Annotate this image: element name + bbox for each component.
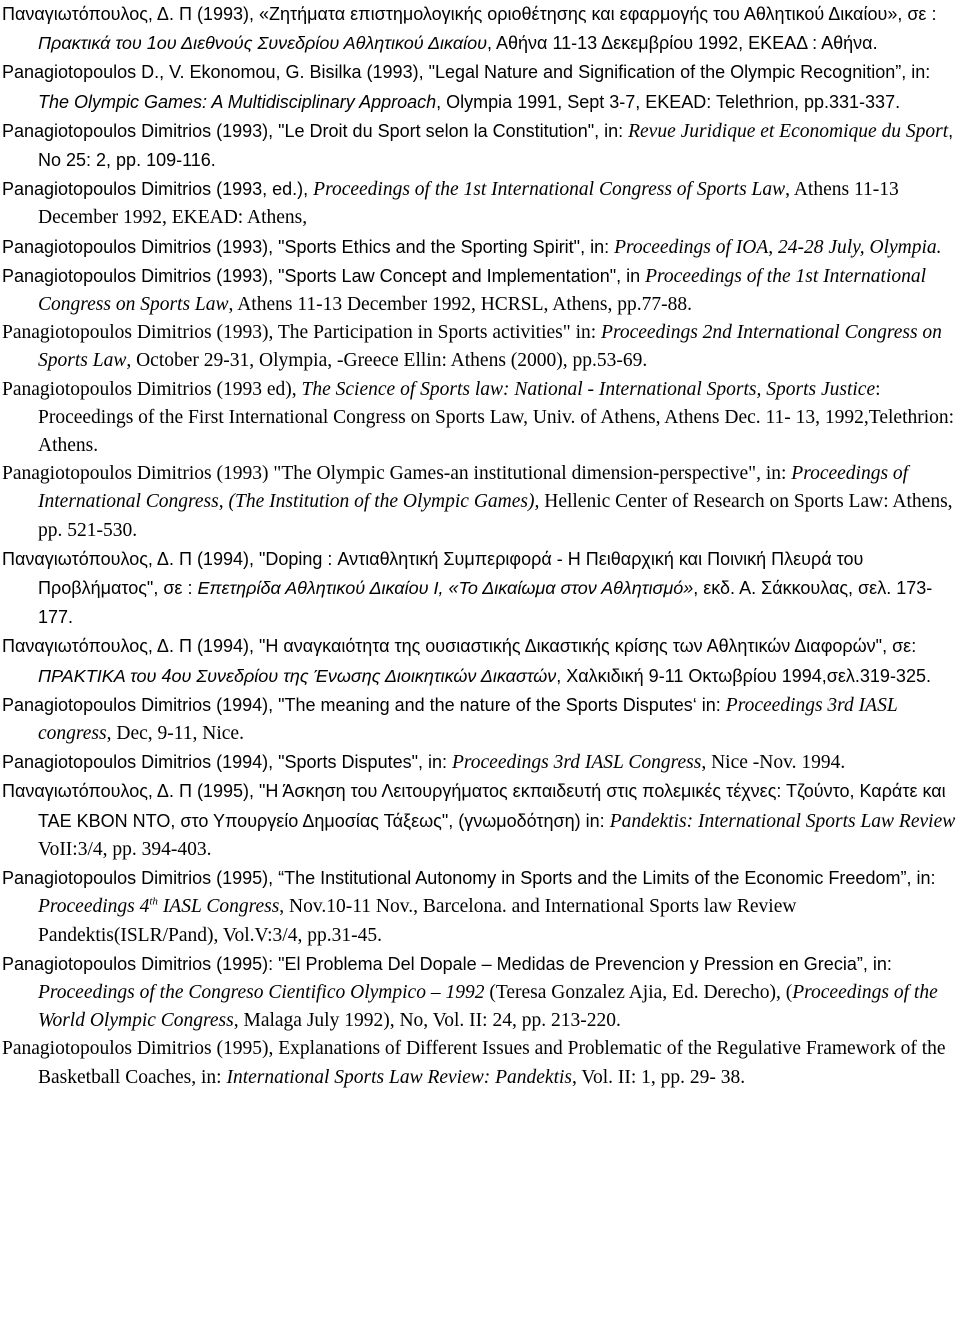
reference-text-segment: Πρακτικά του 1ου Διεθνούς Συνεδρίου Αθλητικού Δικαίου <box>38 33 487 54</box>
reference-text-segment: Επετηρίδα Αθλητικού Δικαίου Ι, «Το Δικαίωμα στον Αθλητισμό» <box>197 578 694 599</box>
reference-text-segment: Panagiotopoulos Dimitrios (1994), "The meaning and the nature of the Sports Disputes‘ in: <box>2 694 726 715</box>
reference-text-segment: , No 25: 2, pp. 109-116. <box>38 120 954 171</box>
reference-text-segment: Panagiotopoulos D., V. Ekonomou, G. Bisilka (1993), "Legal Nature and Signification of the Olympic Recognition”, in: <box>2 62 931 83</box>
reference-text-segment: Proceedings of the 1st International Congress on Sports Law <box>38 265 927 316</box>
reference-text-segment: Παναγιωτόπουλος, Δ. Π (1993), «Ζητήματα επιστημολογικής οριοθέτησης και εφαρμογής του Αθλητικού Δικαίου», σε : <box>2 4 937 24</box>
reference-text-segment: The Olympic Games: A Multidisciplinary Approach <box>38 91 437 112</box>
reference-text-segment: Panagiotopoulos Dimitrios (1993) "The Olympic Games-an institutional dimension-perspective", in: <box>2 463 792 485</box>
reference-text-segment: Παναγιωτόπουλος, Δ. Π (1994), "Doping : Αντιαθλητική Συμπεριφορά - Η Πειθαρχική και Ποινική Πλευρά του Προβλήματος", σε : <box>2 548 864 599</box>
reference-text-segment: Proceedings of the World Olympic Congress <box>38 981 938 1032</box>
reference-text-segment: Παναγιωτόπουλος, Δ. Π (1995), "Η Άσκηση του Λειτουργήματος εκπαιδευτή στις πολεμικές τέχνες: Τζούντο, Καράτε και ΤΑΕ ΚΒΟΝ ΝΤΟ, στο Υπουργείο Δημοσίας Τάξεως", (γνωμοδότηση) in: <box>2 781 946 831</box>
reference-text-segment: (Teresa Gonzalez Ajia, Ed. Derecho), ( <box>484 981 793 1003</box>
reference-text-segment: Panagiotopoulos Dimitrios (1994), "Sports Disputes", in: <box>2 752 452 773</box>
reference-entry <box>2 0 956 58</box>
reference-text-segment: The Science of Sports law: National - International Sports, Sports Justice <box>301 378 876 400</box>
reference-text-segment: Panagiotopoulos Dimitrios (1993, ed.), <box>2 179 314 200</box>
reference-text-segment: , Vol. II: 1, pp. 29- 38. <box>572 1066 746 1088</box>
reference-text-segment: Panagiotopoulos Dimitrios (1993), "Sports Law Concept and Implementation", in <box>2 265 646 286</box>
reference-text-segment: , Χαλκιδική 9-11 Οκτωβρίου 1994,σελ.319-325. <box>556 665 931 686</box>
reference-text-segment: ΠΡΑΚΤΙΚΑ του 4ου Συνεδρίου της Ένωσης Διοικητικών Δικαστών <box>38 665 557 686</box>
reference-text-segment: Panagiotopoulos Dimitrios (1995), Explanations of Different Issues and Problematic of the Regulative Framework of the Basketball Coaches, in: <box>2 1038 946 1088</box>
reference-text-segment: , Olympia 1991, Sept 3-7, EKEAD: Telethrion, pp.331-337. <box>436 91 901 112</box>
reference-text-segment: Proceedings of IOA, 24-28 July, Olympia. <box>614 236 942 258</box>
reference-text-segment: Revue Juridique et Economique du Sport <box>628 120 949 142</box>
reference-entry <box>2 632 956 690</box>
reference-text-segment: Panagiotopoulos Dimitrios (1993), "Le Droit du Sport selon la Constitution", in: <box>2 120 629 141</box>
reference-text-segment: , Athens 11-13 December 1992, EKEAD: Athens, <box>38 179 899 229</box>
reference-text-segment: Panagiotopoulos Dimitrios (1993), "Sports Ethics and the Sporting Spirit", in: <box>2 236 615 257</box>
reference-text-segment: Proceedings 2nd International Congress on Sports Law <box>38 322 942 372</box>
reference-text-segment: Panagiotopoulos Dimitrios (1993), The Participation in Sports activities" in: <box>2 322 602 344</box>
reference-text-segment: Proceedings of the Congreso Cientifico Olympico – 1992 <box>38 981 485 1003</box>
reference-text-segment: : Proceedings of the First International Congress on Sports Law, Univ. of Athens, Athens Dec. 11- 13, 1992,Telethrion: Athens. <box>38 378 955 457</box>
reference-entry <box>2 233 956 262</box>
reference-entry <box>2 262 956 319</box>
reference-entry <box>2 545 956 633</box>
reference-entry <box>2 175 956 232</box>
reference-text-segment: Proceedings 4 <box>38 896 150 918</box>
reference-text-segment: International Sports Law Review: Pandektis <box>226 1066 573 1088</box>
reference-entry <box>2 748 956 777</box>
reference-entry <box>2 777 956 864</box>
reference-entry <box>2 58 956 116</box>
reference-text-segment: Proceedings of the 1st International Congress of Sports Law <box>313 179 786 201</box>
reference-entry <box>2 460 956 545</box>
reference-text-segment: Παναγιωτόπουλος, Δ. Π (1994), "Η αναγκαιότητα της ουσιαστικής Δικαστικής κρίσης των Αθλητικών Διαφορών", σε: <box>2 636 917 657</box>
reference-text-segment: Panagiotopoulos Dimitrios (1993 ed), <box>2 378 302 400</box>
reference-text-segment: Proceedings 3rd IASL congress <box>38 694 898 745</box>
reference-text-segment: Proceedings of International Congress, (The Institution of the Olympic Games), <box>38 463 909 513</box>
reference-text-segment: Panagiotopoulos Dimitrios (1995): "El Problema Del Dopale – Medidas de Prevencion y Pression en Grecia”, in: <box>2 953 892 974</box>
reference-entry <box>2 691 956 748</box>
reference-text-segment: , Nice -Nov. 1994. <box>701 752 846 774</box>
reference-entry <box>2 950 956 1036</box>
reference-text-segment: Proceedings 3rd IASL Congress <box>452 752 702 774</box>
reference-text-segment: , εκδ. Α. Σάκκουλας, σελ. 173-177. <box>38 578 933 628</box>
reference-entry <box>2 864 956 950</box>
reference-text-segment: Pandektis: International Sports Law Review <box>609 810 956 832</box>
reference-text-segment: , Malaga July 1992), No, Vol. II: 24, pp. 213-220. <box>233 1010 621 1032</box>
reference-text-segment: , October 29-31, Olympia, -Greece Ellin: Athens (2000), pp.53-69. <box>126 350 648 372</box>
reference-text-segment: , Αθήνα 11-13 Δεκεμβρίου 1992, ΕΚΕΑΔ : Αθήνα. <box>487 33 878 54</box>
reference-entry <box>2 319 956 375</box>
reference-list <box>2 0 956 1092</box>
reference-text-segment: , Athens 11-13 December 1992, HCRSL, Athens, pp.77-88. <box>228 294 692 316</box>
reference-text-segment: Panagiotopoulos Dimitrios (1995), “The Institutional Autonomy in Sports and the Limits of the Economic Freedom”, in: <box>2 868 936 889</box>
reference-entry <box>2 376 956 461</box>
reference-text-segment: th <box>149 895 158 908</box>
reference-text-segment: , Nov.10-11 Nov., Barcelona. and International Sports law Review Pandektis(ISLR/Pand), Vol.V:3/4, pp.31-45. <box>38 896 797 946</box>
reference-text-segment: VoII:3/4, pp. 394-403. <box>38 838 212 860</box>
reference-text-segment: , Dec, 9-11, Nice. <box>106 723 244 745</box>
reference-text-segment: Hellenic Center of Research on Sports Law: Athens, pp. 521-530. <box>38 491 953 541</box>
reference-entry <box>2 117 956 175</box>
reference-text-segment: IASL Congress <box>157 896 280 918</box>
reference-entry <box>2 1035 956 1091</box>
